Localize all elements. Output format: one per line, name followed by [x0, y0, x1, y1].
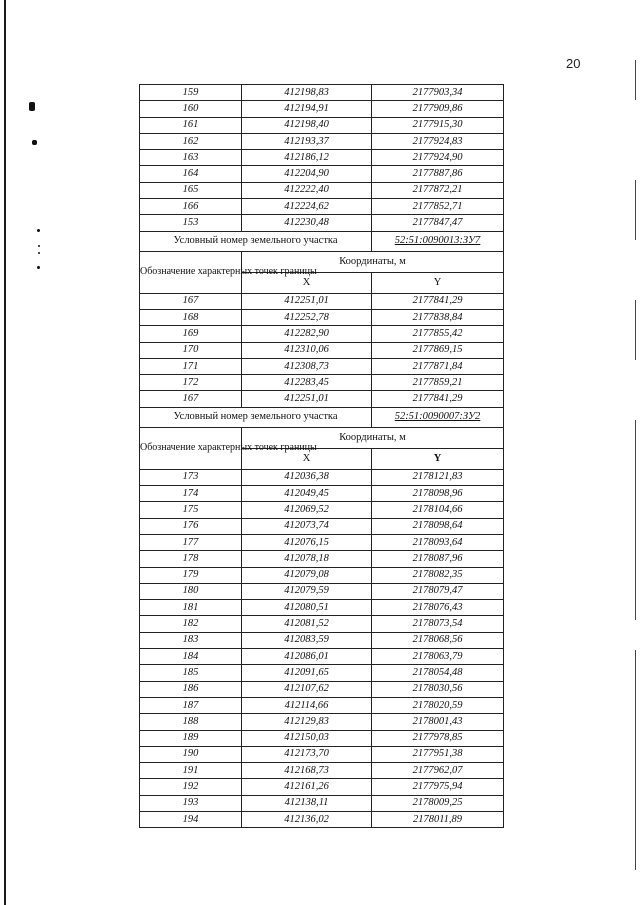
- x-value: 412069,52: [242, 502, 372, 518]
- x-value: 412308,73: [242, 358, 372, 374]
- point-number: 190: [140, 746, 242, 762]
- point-number: 173: [140, 469, 242, 485]
- scan-right-edge: [635, 60, 636, 100]
- y-value: 2177924,90: [372, 150, 504, 166]
- y-value: 2178030,56: [372, 681, 504, 697]
- cadastral-number: 52:51:0090013:ЗУ7: [372, 231, 504, 251]
- y-value: 2178009,25: [372, 795, 504, 811]
- point-number: 186: [140, 681, 242, 697]
- x-value: 412204,90: [242, 166, 372, 182]
- cadastral-label: Условный номер земельного участка: [140, 407, 372, 427]
- x-value: 412173,70: [242, 746, 372, 762]
- y-value: 2177859,21: [372, 375, 504, 391]
- y-value: 2177855,42: [372, 326, 504, 342]
- x-value: 412224,62: [242, 199, 372, 215]
- block1-rows: [140, 85, 504, 232]
- x-value: 412080,51: [242, 600, 372, 616]
- table-row: [140, 567, 504, 583]
- table-row: [140, 293, 504, 309]
- y-value: 2177847,47: [372, 215, 504, 231]
- y-value: 2177869,15: [372, 342, 504, 358]
- x-value: 412252,78: [242, 309, 372, 325]
- designation-header: Обозначение характерных точек границы: [140, 251, 242, 293]
- y-value: 2178011,89: [372, 811, 504, 827]
- point-number: 176: [140, 518, 242, 534]
- table-row: [140, 534, 504, 550]
- x-value: 412193,37: [242, 133, 372, 149]
- point-number: 184: [140, 649, 242, 665]
- point-number: 194: [140, 811, 242, 827]
- point-number: 179: [140, 567, 242, 583]
- table-row: [140, 391, 504, 407]
- table-row: [140, 600, 504, 616]
- x-value: 412161,26: [242, 779, 372, 795]
- table-row: [140, 342, 504, 358]
- scan-speck: [32, 140, 37, 145]
- table-row: [140, 199, 504, 215]
- scan-right-edge: [635, 420, 636, 620]
- point-number: 168: [140, 309, 242, 325]
- y-value: 2177838,84: [372, 309, 504, 325]
- point-number: 162: [140, 133, 242, 149]
- point-number: 174: [140, 486, 242, 502]
- point-number: 172: [140, 375, 242, 391]
- x-value: 412251,01: [242, 293, 372, 309]
- point-number: 178: [140, 551, 242, 567]
- table-row: [140, 714, 504, 730]
- point-number: 193: [140, 795, 242, 811]
- table-row: [140, 551, 504, 567]
- cadastral-row: [140, 407, 504, 427]
- coordinates-header: Координаты, м: [242, 427, 504, 448]
- x-value: 412076,15: [242, 534, 372, 550]
- y-value: 2178076,43: [372, 600, 504, 616]
- table-row: [140, 779, 504, 795]
- scan-speck: [29, 102, 35, 111]
- y-value: 2177915,30: [372, 117, 504, 133]
- table-row: [140, 469, 504, 485]
- coordinates-header: Координаты, м: [242, 251, 504, 272]
- x-value: 412083,59: [242, 632, 372, 648]
- point-number: 153: [140, 215, 242, 231]
- x-value: 412138,11: [242, 795, 372, 811]
- scan-speck: [38, 245, 40, 247]
- y-value: 2178001,43: [372, 714, 504, 730]
- cadastral-number: 52:51:0090007:ЗУ2: [372, 407, 504, 427]
- point-number: 175: [140, 502, 242, 518]
- cadastral-label: Условный номер земельного участка: [140, 231, 372, 251]
- table-row: [140, 486, 504, 502]
- point-number: 160: [140, 101, 242, 117]
- table-row: [140, 502, 504, 518]
- x-value: 412078,18: [242, 551, 372, 567]
- point-number: 164: [140, 166, 242, 182]
- table-row: [140, 358, 504, 374]
- x-value: 412282,90: [242, 326, 372, 342]
- x-value: 412198,40: [242, 117, 372, 133]
- scan-right-edge: [635, 180, 636, 240]
- table-row: [140, 763, 504, 779]
- point-number: 166: [140, 199, 242, 215]
- table-row: [140, 681, 504, 697]
- y-value: 2177975,94: [372, 779, 504, 795]
- y-header: Y: [372, 272, 504, 293]
- point-number: 159: [140, 85, 242, 101]
- point-number: 161: [140, 117, 242, 133]
- y-value: 2178020,59: [372, 697, 504, 713]
- table-row: [140, 117, 504, 133]
- table-row: [140, 375, 504, 391]
- y-value: 2177872,21: [372, 182, 504, 198]
- scan-speck: [37, 229, 40, 232]
- designation-header: Обозначение характерных точек границы: [140, 427, 242, 469]
- x-value: 412079,59: [242, 583, 372, 599]
- table-row: [140, 182, 504, 198]
- table-row: [140, 85, 504, 101]
- point-number: 183: [140, 632, 242, 648]
- y-value: 2178087,96: [372, 551, 504, 567]
- y-value: 2178068,56: [372, 632, 504, 648]
- x-value: 412114,66: [242, 697, 372, 713]
- block2-rows: [140, 293, 504, 407]
- y-value: 2177951,38: [372, 746, 504, 762]
- table-row: [140, 811, 504, 827]
- y-value: 2177887,86: [372, 166, 504, 182]
- scan-left-edge: [4, 0, 6, 905]
- x-value: 412150,03: [242, 730, 372, 746]
- y-value: 2177978,85: [372, 730, 504, 746]
- point-number: 181: [140, 600, 242, 616]
- point-number: 180: [140, 583, 242, 599]
- scan-speck: [38, 252, 40, 254]
- scan-right-edge: [635, 300, 636, 360]
- point-number: 167: [140, 391, 242, 407]
- y-value: 2177924,83: [372, 133, 504, 149]
- block3-rows: [140, 469, 504, 828]
- x-value: 412222,40: [242, 182, 372, 198]
- x-value: 412283,45: [242, 375, 372, 391]
- point-number: 167: [140, 293, 242, 309]
- y-value: 2178073,54: [372, 616, 504, 632]
- y-header: Y: [372, 448, 504, 469]
- x-value: 412107,62: [242, 681, 372, 697]
- y-value: 2178093,64: [372, 534, 504, 550]
- table-row: [140, 632, 504, 648]
- table-row: [140, 649, 504, 665]
- y-value: 2178054,48: [372, 665, 504, 681]
- table-row: [140, 795, 504, 811]
- table-row: [140, 309, 504, 325]
- header-row: [140, 251, 504, 272]
- point-number: 177: [140, 534, 242, 550]
- table-row: [140, 518, 504, 534]
- y-value: 2178082,35: [372, 567, 504, 583]
- x-value: 412251,01: [242, 391, 372, 407]
- x-value: 412230,48: [242, 215, 372, 231]
- header-row: [140, 427, 504, 448]
- coordinates-table: [139, 84, 504, 828]
- y-value: 2177903,34: [372, 85, 504, 101]
- table-row: [140, 583, 504, 599]
- x-value: 412049,45: [242, 486, 372, 502]
- cadastral-row: [140, 231, 504, 251]
- x-value: 412310,06: [242, 342, 372, 358]
- y-value: 2177871,84: [372, 358, 504, 374]
- x-value: 412129,83: [242, 714, 372, 730]
- point-number: 192: [140, 779, 242, 795]
- x-value: 412091,65: [242, 665, 372, 681]
- x-value: 412186,12: [242, 150, 372, 166]
- x-header: X: [242, 448, 372, 469]
- point-number: 165: [140, 182, 242, 198]
- table-row: [140, 616, 504, 632]
- table-row: [140, 326, 504, 342]
- table-row: [140, 166, 504, 182]
- table-row: [140, 665, 504, 681]
- y-value: 2178063,79: [372, 649, 504, 665]
- x-value: 412086,01: [242, 649, 372, 665]
- y-value: 2177852,71: [372, 199, 504, 215]
- point-number: 189: [140, 730, 242, 746]
- y-value: 2177962,07: [372, 763, 504, 779]
- table-row: [140, 150, 504, 166]
- y-value: 2177841,29: [372, 391, 504, 407]
- y-value: 2178104,66: [372, 502, 504, 518]
- page-number: 20: [566, 56, 581, 71]
- table-row: [140, 746, 504, 762]
- x-value: 412136,02: [242, 811, 372, 827]
- x-value: 412079,08: [242, 567, 372, 583]
- point-number: 170: [140, 342, 242, 358]
- point-number: 171: [140, 358, 242, 374]
- table-row: [140, 101, 504, 117]
- table-row: [140, 133, 504, 149]
- point-number: 188: [140, 714, 242, 730]
- y-value: 2178121,83: [372, 469, 504, 485]
- table-row: [140, 730, 504, 746]
- y-value: 2177841,29: [372, 293, 504, 309]
- y-value: 2178079,47: [372, 583, 504, 599]
- point-number: 185: [140, 665, 242, 681]
- point-number: 163: [140, 150, 242, 166]
- x-value: 412198,83: [242, 85, 372, 101]
- x-value: 412036,38: [242, 469, 372, 485]
- x-value: 412168,73: [242, 763, 372, 779]
- point-number: 182: [140, 616, 242, 632]
- table-row: [140, 697, 504, 713]
- point-number: 191: [140, 763, 242, 779]
- point-number: 169: [140, 326, 242, 342]
- x-value: 412081,52: [242, 616, 372, 632]
- y-value: 2178098,64: [372, 518, 504, 534]
- table-row: [140, 215, 504, 231]
- x-header: X: [242, 272, 372, 293]
- point-number: 187: [140, 697, 242, 713]
- scan-right-edge: [635, 650, 636, 870]
- scan-speck: [37, 266, 40, 269]
- x-value: 412073,74: [242, 518, 372, 534]
- y-value: 2177909,86: [372, 101, 504, 117]
- y-value: 2178098,96: [372, 486, 504, 502]
- x-value: 412194,91: [242, 101, 372, 117]
